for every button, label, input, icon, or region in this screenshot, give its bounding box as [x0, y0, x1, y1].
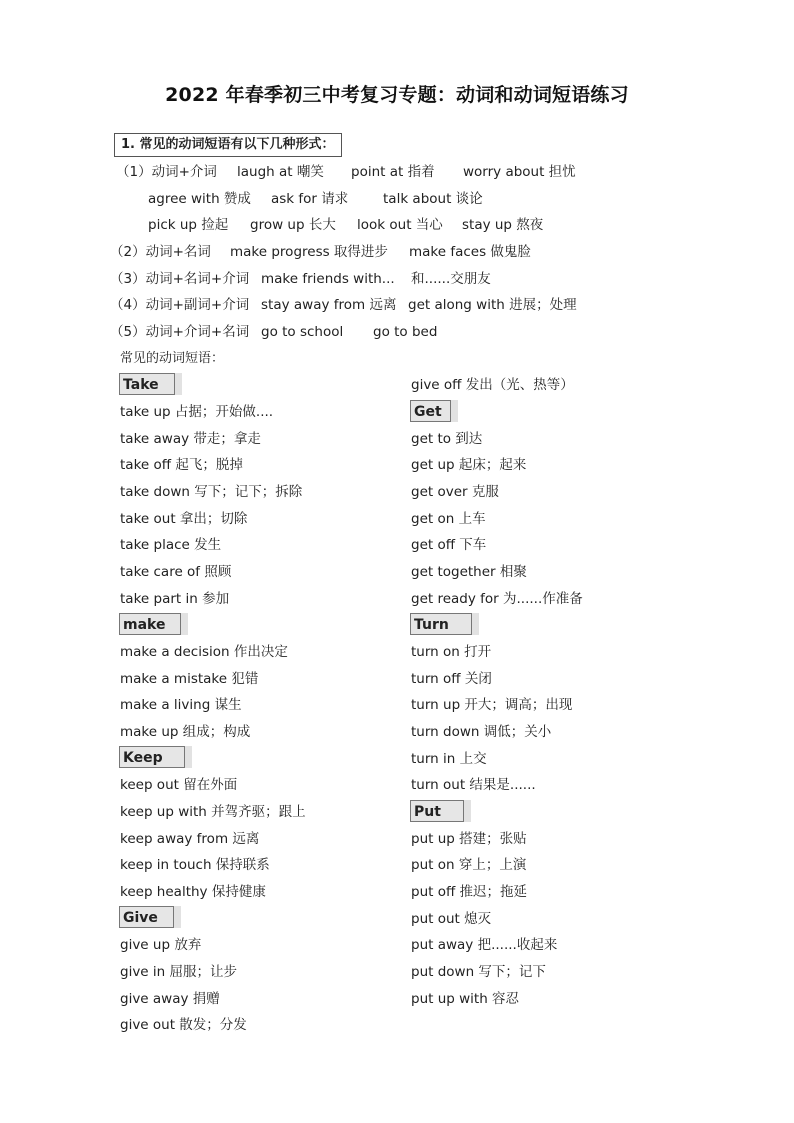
phrase-item: turn down 调低；关小 — [411, 724, 552, 740]
common-label: 常见的动词短语： — [120, 351, 225, 366]
phrase-item: make a decision 作出决定 — [120, 644, 288, 660]
phrase-item: get over 克服 — [411, 484, 499, 500]
form-line-6 — [110, 296, 577, 314]
phrase-item: make a mistake 犯错 — [120, 671, 259, 687]
form-line-1 — [116, 163, 576, 181]
group-header-take: Take — [119, 373, 175, 395]
phrase: 和......交朋友 — [411, 271, 491, 287]
phrase: look out 当心 — [357, 217, 443, 233]
phrase: stay up 熬夜 — [462, 217, 544, 233]
form-label: （4）动词+副词+介词 — [110, 297, 250, 313]
group-header-turn: Turn — [410, 613, 472, 635]
group-header-give: Give — [119, 906, 174, 928]
phrase-item: keep in touch 保持联系 — [120, 857, 270, 873]
phrase: go to bed — [373, 324, 438, 340]
form-label: （5）动词+介词+名词 — [110, 324, 250, 340]
phrase: laugh at 嘲笑 — [237, 164, 324, 180]
form-line-7 — [110, 323, 437, 341]
phrase-item: put on 穿上；上演 — [411, 857, 527, 873]
phrase-item: turn on 打开 — [411, 644, 492, 660]
form-label: （2）动词+名词 — [110, 244, 211, 260]
phrase-item: get to 到达 — [411, 431, 483, 447]
phrase-item: give in 屈服；让步 — [120, 964, 238, 980]
phrase-item: give up 放弃 — [120, 937, 202, 953]
phrase-item: take place 发生 — [120, 537, 222, 553]
phrase-item: put away 把......收起来 — [411, 937, 558, 953]
phrase-item: put out 熄灭 — [411, 911, 492, 927]
phrase-item: take up 占据；开始做.... — [120, 404, 274, 420]
form-label: （1）动词+介词 — [116, 164, 217, 180]
phrase: grow up 长大 — [250, 217, 336, 233]
phrase-item: make up 组成；构成 — [120, 724, 251, 740]
phrase-item: get together 相聚 — [411, 564, 527, 580]
phrase: talk about 谈论 — [383, 191, 483, 207]
phrase: go to school — [261, 324, 344, 340]
phrase-item: get on 上车 — [411, 511, 486, 527]
phrase-item: give out 散发；分发 — [120, 1017, 247, 1033]
page-title: 2022 年春季初三中考复习专题：动词和动词短语练习 — [165, 84, 629, 106]
phrase-item: make a living 谋生 — [120, 697, 242, 713]
phrase-item: turn up 开大；调高；出现 — [411, 697, 573, 713]
phrase-item: keep up with 并驾齐驱；跟上 — [120, 804, 306, 820]
phrase: make progress 取得进步 — [230, 244, 388, 260]
phrase-item: take out 拿出；切除 — [120, 511, 248, 527]
phrase-item: keep away from 远离 — [120, 831, 260, 847]
form-line-4 — [110, 243, 531, 261]
phrase-item: take down 写下；记下；拆除 — [120, 484, 303, 500]
form-line-3 — [148, 216, 543, 234]
phrase: worry about 担忧 — [463, 164, 576, 180]
group-header-put: Put — [410, 800, 464, 822]
phrase-item: take care of 照顾 — [120, 564, 232, 580]
group-header-keep: Keep — [119, 746, 185, 768]
phrase-item: take off 起飞；脱掉 — [120, 457, 243, 473]
phrase-item: turn off 关闭 — [411, 671, 492, 687]
phrase-item: turn out 结果是...... — [411, 777, 536, 793]
phrase: make faces 做鬼脸 — [409, 244, 531, 260]
phrase-item: give off 发出（光、热等） — [411, 377, 574, 393]
phrase-item: get off 下车 — [411, 537, 487, 553]
phrase-item: put off 推迟；拖延 — [411, 884, 528, 900]
form-label: （3）动词+名词+介词 — [110, 271, 250, 287]
phrase: ask for 请求 — [271, 191, 349, 207]
phrase-item: keep out 留在外面 — [120, 777, 238, 793]
phrase-item: keep healthy 保持健康 — [120, 884, 266, 900]
phrase-item: give away 捐赠 — [120, 991, 220, 1007]
group-header-make: make — [119, 613, 181, 635]
phrase-item: take away 带走；拿走 — [120, 431, 261, 447]
phrase-item: put up 搭建；张贴 — [411, 831, 527, 847]
form-line-5 — [110, 270, 491, 288]
phrase-item: turn in 上交 — [411, 751, 487, 767]
phrase: point at 指着 — [351, 164, 435, 180]
phrase: pick up 捡起 — [148, 217, 229, 233]
phrase: get along with 进展；处理 — [408, 297, 577, 313]
phrase-item: take part in 参加 — [120, 591, 230, 607]
group-header-get: Get — [410, 400, 451, 422]
phrase-item: get ready for 为......作准备 — [411, 591, 583, 607]
phrase: make friends with... — [261, 271, 395, 287]
phrase: stay away from 远离 — [261, 297, 397, 313]
phrase-item: put down 写下；记下 — [411, 964, 546, 980]
form-line-2 — [148, 190, 483, 208]
section-heading: 1. 常见的动词短语有以下几种形式： — [114, 133, 342, 157]
phrase-item: put up with 容忍 — [411, 991, 520, 1007]
phrase-item: get up 起床；起来 — [411, 457, 527, 473]
phrase: agree with 赞成 — [148, 191, 251, 207]
